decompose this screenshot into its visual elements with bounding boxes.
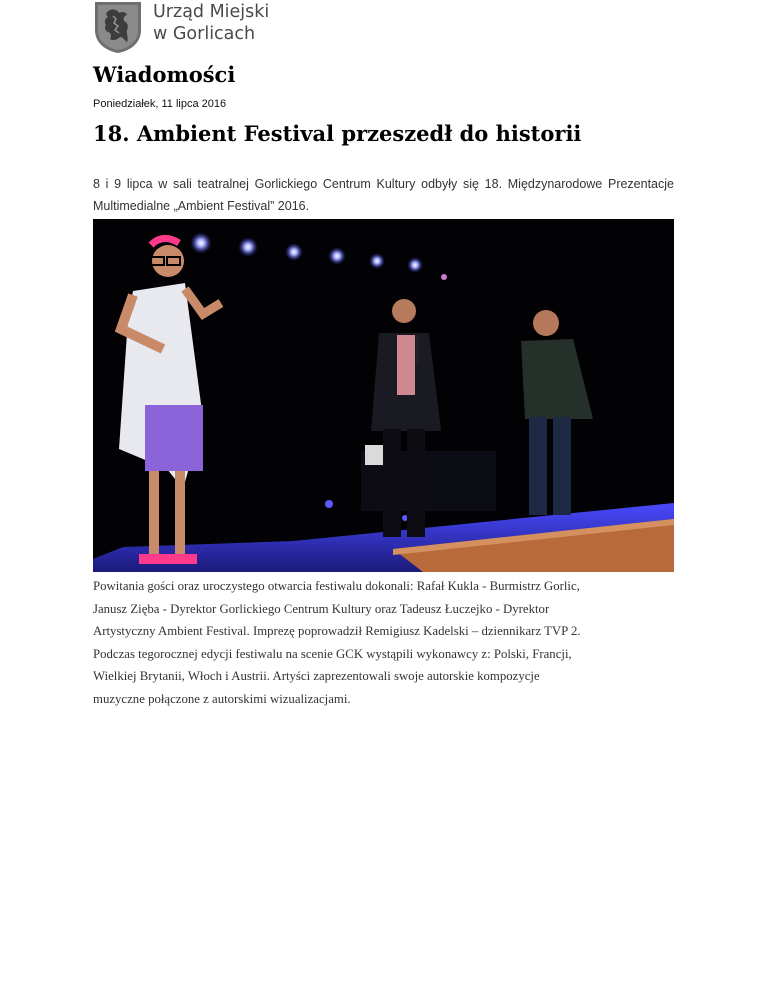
article-body-line: Podczas tegorocznej edycji festiwalu na scenie GCK wystąpili wykonawcy z: Polski, Francji, <box>93 646 572 661</box>
article-body-line: Artystyczny Ambient Festival. Imprezę poprowadził Remigiusz Kadelski – dziennikarz TVP 2. <box>93 624 581 639</box>
stage-scene-illustration <box>93 219 674 572</box>
site-name-line2: w Gorlicach <box>153 24 256 44</box>
article-body <box>93 575 674 711</box>
section-title: Wiadomości <box>93 62 236 87</box>
article-body-line: Janusz Zięba - Dyrektor Gorlickiego Centrum Kultury oraz Tadeusz Łuczejko - Dyrektor <box>93 601 550 616</box>
article-title: 18. Ambient Festival przeszedł do historii <box>93 121 582 146</box>
site-header <box>93 0 393 56</box>
site-name-line1: Urząd Miejski <box>153 2 270 22</box>
site-name[interactable] <box>153 1 269 45</box>
article-photo <box>93 219 674 572</box>
city-crest-griffin-icon[interactable] <box>93 0 143 54</box>
article-body-line: Powitania gości oraz uroczystego otwarcia festiwalu dokonali: Rafał Kukla - Burmistrz Gorlic, <box>93 579 580 593</box>
article-body-line: muzyczne połączone z autorskimi wizualizacjami. <box>93 691 351 706</box>
article-body-line: Wielkiej Brytanii, Włoch i Austrii. Artyści zaprezentowali swoje autorskie kompozycje <box>93 669 540 684</box>
article-lead: 8 i 9 lipca w sali teatralnej Gorlickiego Centrum Kultury odbyły się 18. Międzynarodowe Prezentacje Multimedialne „Ambient Festival” 2016. <box>93 177 674 213</box>
article-date: Poniedziałek, 11 lipca 2016 <box>93 98 227 110</box>
